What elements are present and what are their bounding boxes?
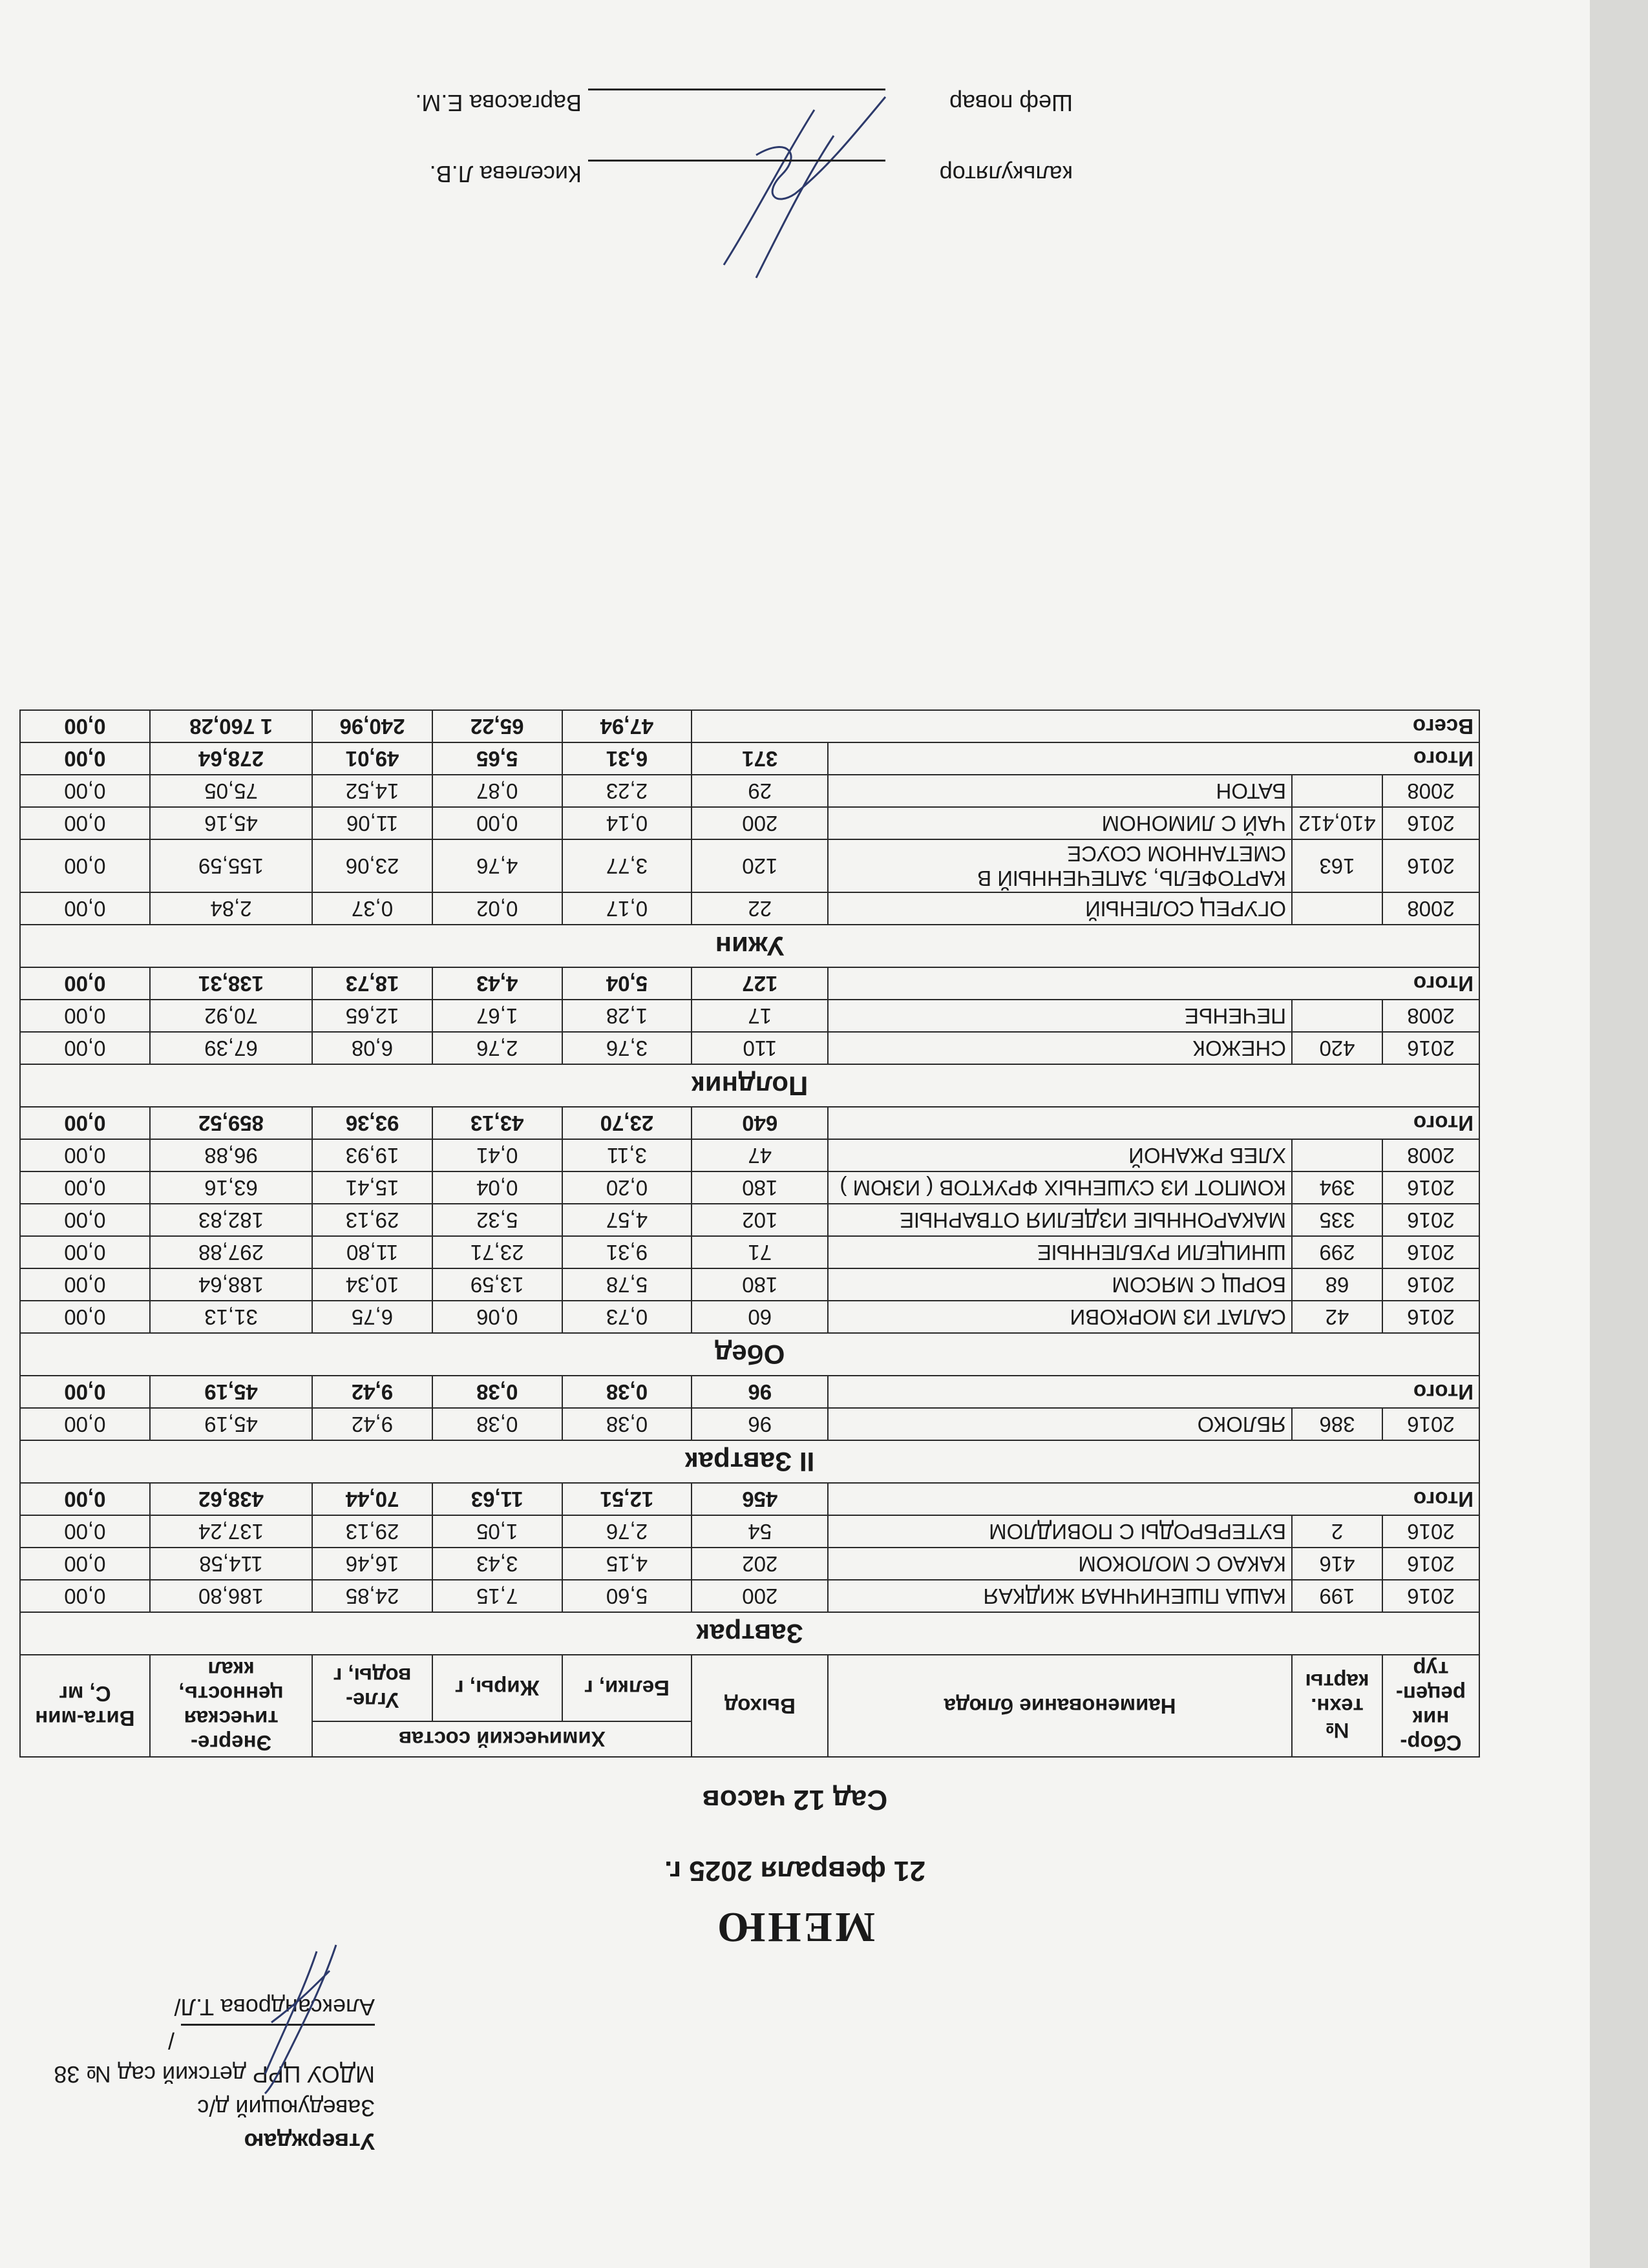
carbs-cell: 0,37 — [312, 892, 432, 925]
fat-cell: 0,06 — [432, 1301, 562, 1333]
table-row — [20, 892, 1479, 925]
carbs-cell: 6,08 — [312, 1032, 432, 1064]
protein-cell: 2,76 — [562, 1515, 692, 1548]
source-cell: 2008 — [1382, 1000, 1479, 1032]
carbs-cell: 11,06 — [312, 807, 432, 839]
vitamin-cell: 0,00 — [20, 1107, 150, 1139]
source-cell: 2008 — [1382, 892, 1479, 925]
source-cell: 2016 — [1382, 839, 1479, 892]
dish-cell: ОГУРЕЦ СОЛЕНЫЙ — [828, 892, 1292, 925]
source-cell: 2016 — [1382, 1032, 1479, 1064]
dish-cell: ПЕЧЕНЬЕ — [828, 1000, 1292, 1032]
source-cell: 2016 — [1382, 1580, 1479, 1612]
yield-cell: 200 — [692, 807, 828, 839]
source-cell: 2016 — [1382, 1236, 1479, 1268]
yield-cell: 180 — [692, 1171, 828, 1204]
table-row — [20, 839, 1479, 892]
dish-cell: БАТОН — [828, 775, 1292, 807]
table-row — [20, 1000, 1479, 1032]
energy-cell: 137,24 — [150, 1515, 312, 1548]
yield-cell: 96 — [692, 1376, 828, 1408]
card-cell: 386 — [1292, 1408, 1382, 1440]
card-cell: 335 — [1292, 1204, 1382, 1236]
energy-cell: 182,83 — [150, 1204, 312, 1236]
source-cell: 2008 — [1382, 1139, 1479, 1171]
yield-cell: 127 — [692, 967, 828, 1000]
energy-cell: 1 760,28 — [150, 710, 312, 742]
energy-cell: 31,13 — [150, 1301, 312, 1333]
dish-cell: БОРЩ С МЯСОМ — [828, 1268, 1292, 1301]
card-cell — [1292, 892, 1382, 925]
table-row — [20, 1204, 1479, 1236]
fat-cell: 7,15 — [432, 1580, 562, 1612]
yield-cell: 202 — [692, 1548, 828, 1580]
protein-cell: 12,51 — [562, 1483, 692, 1515]
dish-cell: СНЕЖОК — [828, 1032, 1292, 1064]
vitamin-cell: 0,00 — [20, 710, 150, 742]
signature-role: калькулятор — [939, 161, 1073, 187]
fat-cell: 23,71 — [432, 1236, 562, 1268]
vitamin-cell: 0,00 — [20, 1139, 150, 1171]
card-cell: 68 — [1292, 1268, 1382, 1301]
fat-cell: 0,38 — [432, 1408, 562, 1440]
vitamin-cell: 0,00 — [20, 742, 150, 775]
energy-cell: 186,80 — [150, 1580, 312, 1612]
table-row — [20, 1548, 1479, 1580]
header-chem: Химический состав — [312, 1721, 692, 1757]
grand-total-row — [20, 710, 1479, 742]
table-row — [20, 1236, 1479, 1268]
header-protein: Белки, г — [562, 1655, 692, 1721]
table-row — [20, 775, 1479, 807]
energy-cell: 114,58 — [150, 1548, 312, 1580]
total-row — [20, 1107, 1479, 1139]
yield-cell: 110 — [692, 1032, 828, 1064]
energy-cell: 438,62 — [150, 1483, 312, 1515]
signature-name: Варгасова Е.М. — [415, 90, 582, 116]
protein-cell: 0,73 — [562, 1301, 692, 1333]
table-row — [20, 1515, 1479, 1548]
energy-cell: 138,31 — [150, 967, 312, 1000]
table-row — [20, 1171, 1479, 1204]
carbs-cell: 29,13 — [312, 1204, 432, 1236]
dish-cell: БУТЕРБРОДЫ С ПОВИДЛОМ — [828, 1515, 1292, 1548]
energy-cell: 278,64 — [150, 742, 312, 775]
protein-cell: 4,15 — [562, 1548, 692, 1580]
card-cell — [1292, 775, 1382, 807]
approval-heading: Утверждаю — [244, 2128, 375, 2155]
dish-cell: МАКАРОННЫЕ ИЗДЕЛИЯ ОТВАРНЫЕ — [828, 1204, 1292, 1236]
header-energy: Энерге-тическая ценность, ккал — [150, 1655, 312, 1757]
protein-cell: 0,38 — [562, 1408, 692, 1440]
vitamin-cell: 0,00 — [20, 1376, 150, 1408]
dish-cell: КОМПОТ ИЗ СУШЕНЫХ ФРУКТОВ ( ИЗЮМ ) — [828, 1171, 1292, 1204]
card-cell: 416 — [1292, 1548, 1382, 1580]
meal-name: II Завтрак — [20, 1440, 1479, 1483]
protein-cell: 0,17 — [562, 892, 692, 925]
header-carbs: Угле-воды, г — [312, 1655, 432, 1721]
table-header-row — [20, 1721, 1479, 1757]
protein-cell: 6,31 — [562, 742, 692, 775]
vitamin-cell: 0,00 — [20, 1515, 150, 1548]
carbs-cell: 9,42 — [312, 1408, 432, 1440]
carbs-cell: 19,93 — [312, 1139, 432, 1171]
carbs-cell: 15,41 — [312, 1171, 432, 1204]
protein-cell: 2,23 — [562, 775, 692, 807]
meal-header-row — [20, 1612, 1479, 1655]
source-cell: 2008 — [1382, 775, 1479, 807]
approval-name: /Александрова Т.Л/ — [167, 1994, 375, 2054]
header-dish: Наименование блюда — [828, 1655, 1292, 1757]
table-row — [20, 1301, 1479, 1333]
total-row — [20, 967, 1479, 1000]
protein-cell: 5,60 — [562, 1580, 692, 1612]
carbs-cell: 70,44 — [312, 1483, 432, 1515]
fat-cell: 43,13 — [432, 1107, 562, 1139]
group-name: Сад 12 часов — [702, 1784, 888, 1816]
meal-header-row — [20, 925, 1479, 967]
carbs-cell: 93,36 — [312, 1107, 432, 1139]
meal-header-row — [20, 1064, 1479, 1107]
dish-cell: КАРТОФЕЛЬ, ЗАПЕЧЕННЫЙ В СМЕТАННОМ СОУСЕ — [828, 839, 1292, 892]
source-cell: 2016 — [1382, 1268, 1479, 1301]
source-cell: 2016 — [1382, 807, 1479, 839]
fat-cell: 4,43 — [432, 967, 562, 1000]
meal-name: Полдник — [20, 1064, 1479, 1107]
source-cell: 2016 — [1382, 1408, 1479, 1440]
vitamin-cell: 0,00 — [20, 807, 150, 839]
protein-cell: 0,20 — [562, 1171, 692, 1204]
energy-cell: 45,19 — [150, 1376, 312, 1408]
energy-cell: 96,88 — [150, 1139, 312, 1171]
dish-cell: КАКАО С МОЛОКОМ — [828, 1548, 1292, 1580]
dish-cell: ШНИЦЕЛИ РУБЛЕННЫЕ — [828, 1236, 1292, 1268]
approval-signature — [233, 1932, 375, 2100]
energy-cell: 45,19 — [150, 1408, 312, 1440]
carbs-cell: 14,52 — [312, 775, 432, 807]
dish-cell: ЯБЛОКО — [828, 1408, 1292, 1440]
yield-cell: 120 — [692, 839, 828, 892]
energy-cell: 155,59 — [150, 839, 312, 892]
dish-cell: ЧАЙ С ЛИМОНОМ — [828, 807, 1292, 839]
menu-body — [20, 710, 1479, 1655]
header-source: Сбор-ник рецеп-тур — [1382, 1655, 1479, 1757]
header-yield: Выход — [692, 1655, 828, 1757]
fat-cell: 11,63 — [432, 1483, 562, 1515]
fat-cell: 1,67 — [432, 1000, 562, 1032]
card-cell: 2 — [1292, 1515, 1382, 1548]
protein-cell: 3,11 — [562, 1139, 692, 1171]
table-row — [20, 1580, 1479, 1612]
yield-cell: 17 — [692, 1000, 828, 1032]
vitamin-cell: 0,00 — [20, 775, 150, 807]
fat-cell: 3,43 — [432, 1548, 562, 1580]
header-fat: Жиры, г — [432, 1655, 562, 1721]
fat-cell: 5,32 — [432, 1204, 562, 1236]
carbs-cell: 11,80 — [312, 1236, 432, 1268]
yield-cell: 456 — [692, 1483, 828, 1515]
protein-cell: 1,28 — [562, 1000, 692, 1032]
protein-cell: 5,04 — [562, 967, 692, 1000]
energy-cell: 859,52 — [150, 1107, 312, 1139]
fat-cell: 2,76 — [432, 1032, 562, 1064]
fat-cell: 0,00 — [432, 807, 562, 839]
yield-cell: 371 — [692, 742, 828, 775]
card-cell: 299 — [1292, 1236, 1382, 1268]
total-row — [20, 1483, 1479, 1515]
protein-cell: 4,57 — [562, 1204, 692, 1236]
source-cell: 2016 — [1382, 1171, 1479, 1204]
energy-cell: 75,05 — [150, 775, 312, 807]
card-cell: 420 — [1292, 1032, 1382, 1064]
total-label: Итого — [828, 742, 1479, 775]
card-cell — [1292, 1139, 1382, 1171]
yield-cell: 60 — [692, 1301, 828, 1333]
carbs-cell: 9,42 — [312, 1376, 432, 1408]
carbs-cell: 12,65 — [312, 1000, 432, 1032]
energy-cell: 63,16 — [150, 1171, 312, 1204]
total-label: Итого — [828, 1483, 1479, 1515]
carbs-cell: 16,46 — [312, 1548, 432, 1580]
vitamin-cell: 0,00 — [20, 1032, 150, 1064]
vitamin-cell: 0,00 — [20, 1268, 150, 1301]
vitamin-cell: 0,00 — [20, 1171, 150, 1204]
total-label: Итого — [828, 967, 1479, 1000]
vitamin-cell: 0,00 — [20, 839, 150, 892]
energy-cell: 45,16 — [150, 807, 312, 839]
total-label: Итого — [828, 1107, 1479, 1139]
vitamin-cell: 0,00 — [20, 1483, 150, 1515]
scanner-edge — [1590, 0, 1648, 2268]
vitamin-cell: 0,00 — [20, 1204, 150, 1236]
fat-cell: 0,87 — [432, 775, 562, 807]
fat-cell: 1,05 — [432, 1515, 562, 1548]
yield-cell: 200 — [692, 1580, 828, 1612]
staff-signature — [704, 84, 911, 304]
energy-cell: 297,88 — [150, 1236, 312, 1268]
protein-cell: 47,94 — [562, 710, 692, 742]
protein-cell: 0,38 — [562, 1376, 692, 1408]
vitamin-cell: 0,00 — [20, 1301, 150, 1333]
signature-name: Киселева Л.В. — [429, 161, 582, 187]
approval-organization: МДОУ ЦРР детский сад № 38 — [54, 2061, 375, 2088]
card-cell: 163 — [1292, 839, 1382, 892]
card-cell: 394 — [1292, 1171, 1382, 1204]
carbs-cell: 29,13 — [312, 1515, 432, 1548]
menu-table — [19, 709, 1480, 1758]
protein-cell: 0,14 — [562, 807, 692, 839]
fat-cell: 65,22 — [432, 710, 562, 742]
document-title: МЕНЮ — [715, 1904, 875, 1951]
card-cell: 42 — [1292, 1301, 1382, 1333]
yield-cell: 47 — [692, 1139, 828, 1171]
energy-cell: 67,39 — [150, 1032, 312, 1064]
carbs-cell: 23,06 — [312, 839, 432, 892]
source-cell: 2016 — [1382, 1515, 1479, 1548]
yield-cell: 54 — [692, 1515, 828, 1548]
table-row — [20, 1032, 1479, 1064]
approval-position: Заведующий д/с — [197, 2095, 375, 2121]
carbs-cell: 49,01 — [312, 742, 432, 775]
dish-cell: САЛАТ ИЗ МОРКОВИ — [828, 1301, 1292, 1333]
fat-cell: 5,65 — [432, 742, 562, 775]
dish-cell: ХЛЕБ РЖАНОЙ — [828, 1139, 1292, 1171]
carbs-cell: 24,85 — [312, 1580, 432, 1612]
card-cell: 199 — [1292, 1580, 1382, 1612]
source-cell: 2016 — [1382, 1548, 1479, 1580]
protein-cell: 9,31 — [562, 1236, 692, 1268]
header-card: № техн. карты — [1292, 1655, 1382, 1757]
energy-cell: 2,84 — [150, 892, 312, 925]
energy-cell: 188,64 — [150, 1268, 312, 1301]
source-cell: 2016 — [1382, 1204, 1479, 1236]
source-cell: 2016 — [1382, 1301, 1479, 1333]
total-label: Итого — [828, 1376, 1479, 1408]
carbs-cell: 18,73 — [312, 967, 432, 1000]
card-cell — [1292, 1000, 1382, 1032]
yield-cell: 96 — [692, 1408, 828, 1440]
signature-role: Шеф повар — [949, 90, 1073, 116]
vitamin-cell: 0,00 — [20, 1548, 150, 1580]
dish-cell: КАША ПШЕНИЧНАЯ ЖИДКАЯ — [828, 1580, 1292, 1612]
total-row — [20, 1376, 1479, 1408]
vitamin-cell: 0,00 — [20, 1236, 150, 1268]
meal-name: Завтрак — [20, 1612, 1479, 1655]
fat-cell: 0,38 — [432, 1376, 562, 1408]
vitamin-cell: 0,00 — [20, 892, 150, 925]
protein-cell: 5,78 — [562, 1268, 692, 1301]
header-vitamin: Вита-мин С, мг — [20, 1655, 150, 1757]
yield-cell: 29 — [692, 775, 828, 807]
fat-cell: 0,04 — [432, 1171, 562, 1204]
table-row — [20, 807, 1479, 839]
fat-cell: 13,59 — [432, 1268, 562, 1301]
yield-cell: 180 — [692, 1268, 828, 1301]
carbs-cell: 10,34 — [312, 1268, 432, 1301]
meal-name: Ужин — [20, 925, 1479, 967]
vitamin-cell: 0,00 — [20, 1000, 150, 1032]
table-row — [20, 1408, 1479, 1440]
yield-cell: 71 — [692, 1236, 828, 1268]
carbs-cell: 240,96 — [312, 710, 432, 742]
vitamin-cell: 0,00 — [20, 1580, 150, 1612]
yield-cell: 102 — [692, 1204, 828, 1236]
fat-cell: 0,02 — [432, 892, 562, 925]
grand-total-label: Всего — [692, 710, 1479, 742]
meal-header-row — [20, 1333, 1479, 1376]
meal-header-row — [20, 1440, 1479, 1483]
carbs-cell: 6,75 — [312, 1301, 432, 1333]
fat-cell: 4,76 — [432, 839, 562, 892]
fat-cell: 0,41 — [432, 1139, 562, 1171]
yield-cell: 22 — [692, 892, 828, 925]
protein-cell: 23,70 — [562, 1107, 692, 1139]
vitamin-cell: 0,00 — [20, 1408, 150, 1440]
vitamin-cell: 0,00 — [20, 967, 150, 1000]
total-row — [20, 742, 1479, 775]
protein-cell: 3,76 — [562, 1032, 692, 1064]
energy-cell: 70,92 — [150, 1000, 312, 1032]
yield-cell: 640 — [692, 1107, 828, 1139]
meal-name: Обед — [20, 1333, 1479, 1376]
menu-date: 21 февраля 2025 г. — [664, 1855, 926, 1887]
table-row — [20, 1268, 1479, 1301]
protein-cell: 3,77 — [562, 839, 692, 892]
card-cell: 410,412 — [1292, 807, 1382, 839]
table-row — [20, 1139, 1479, 1171]
